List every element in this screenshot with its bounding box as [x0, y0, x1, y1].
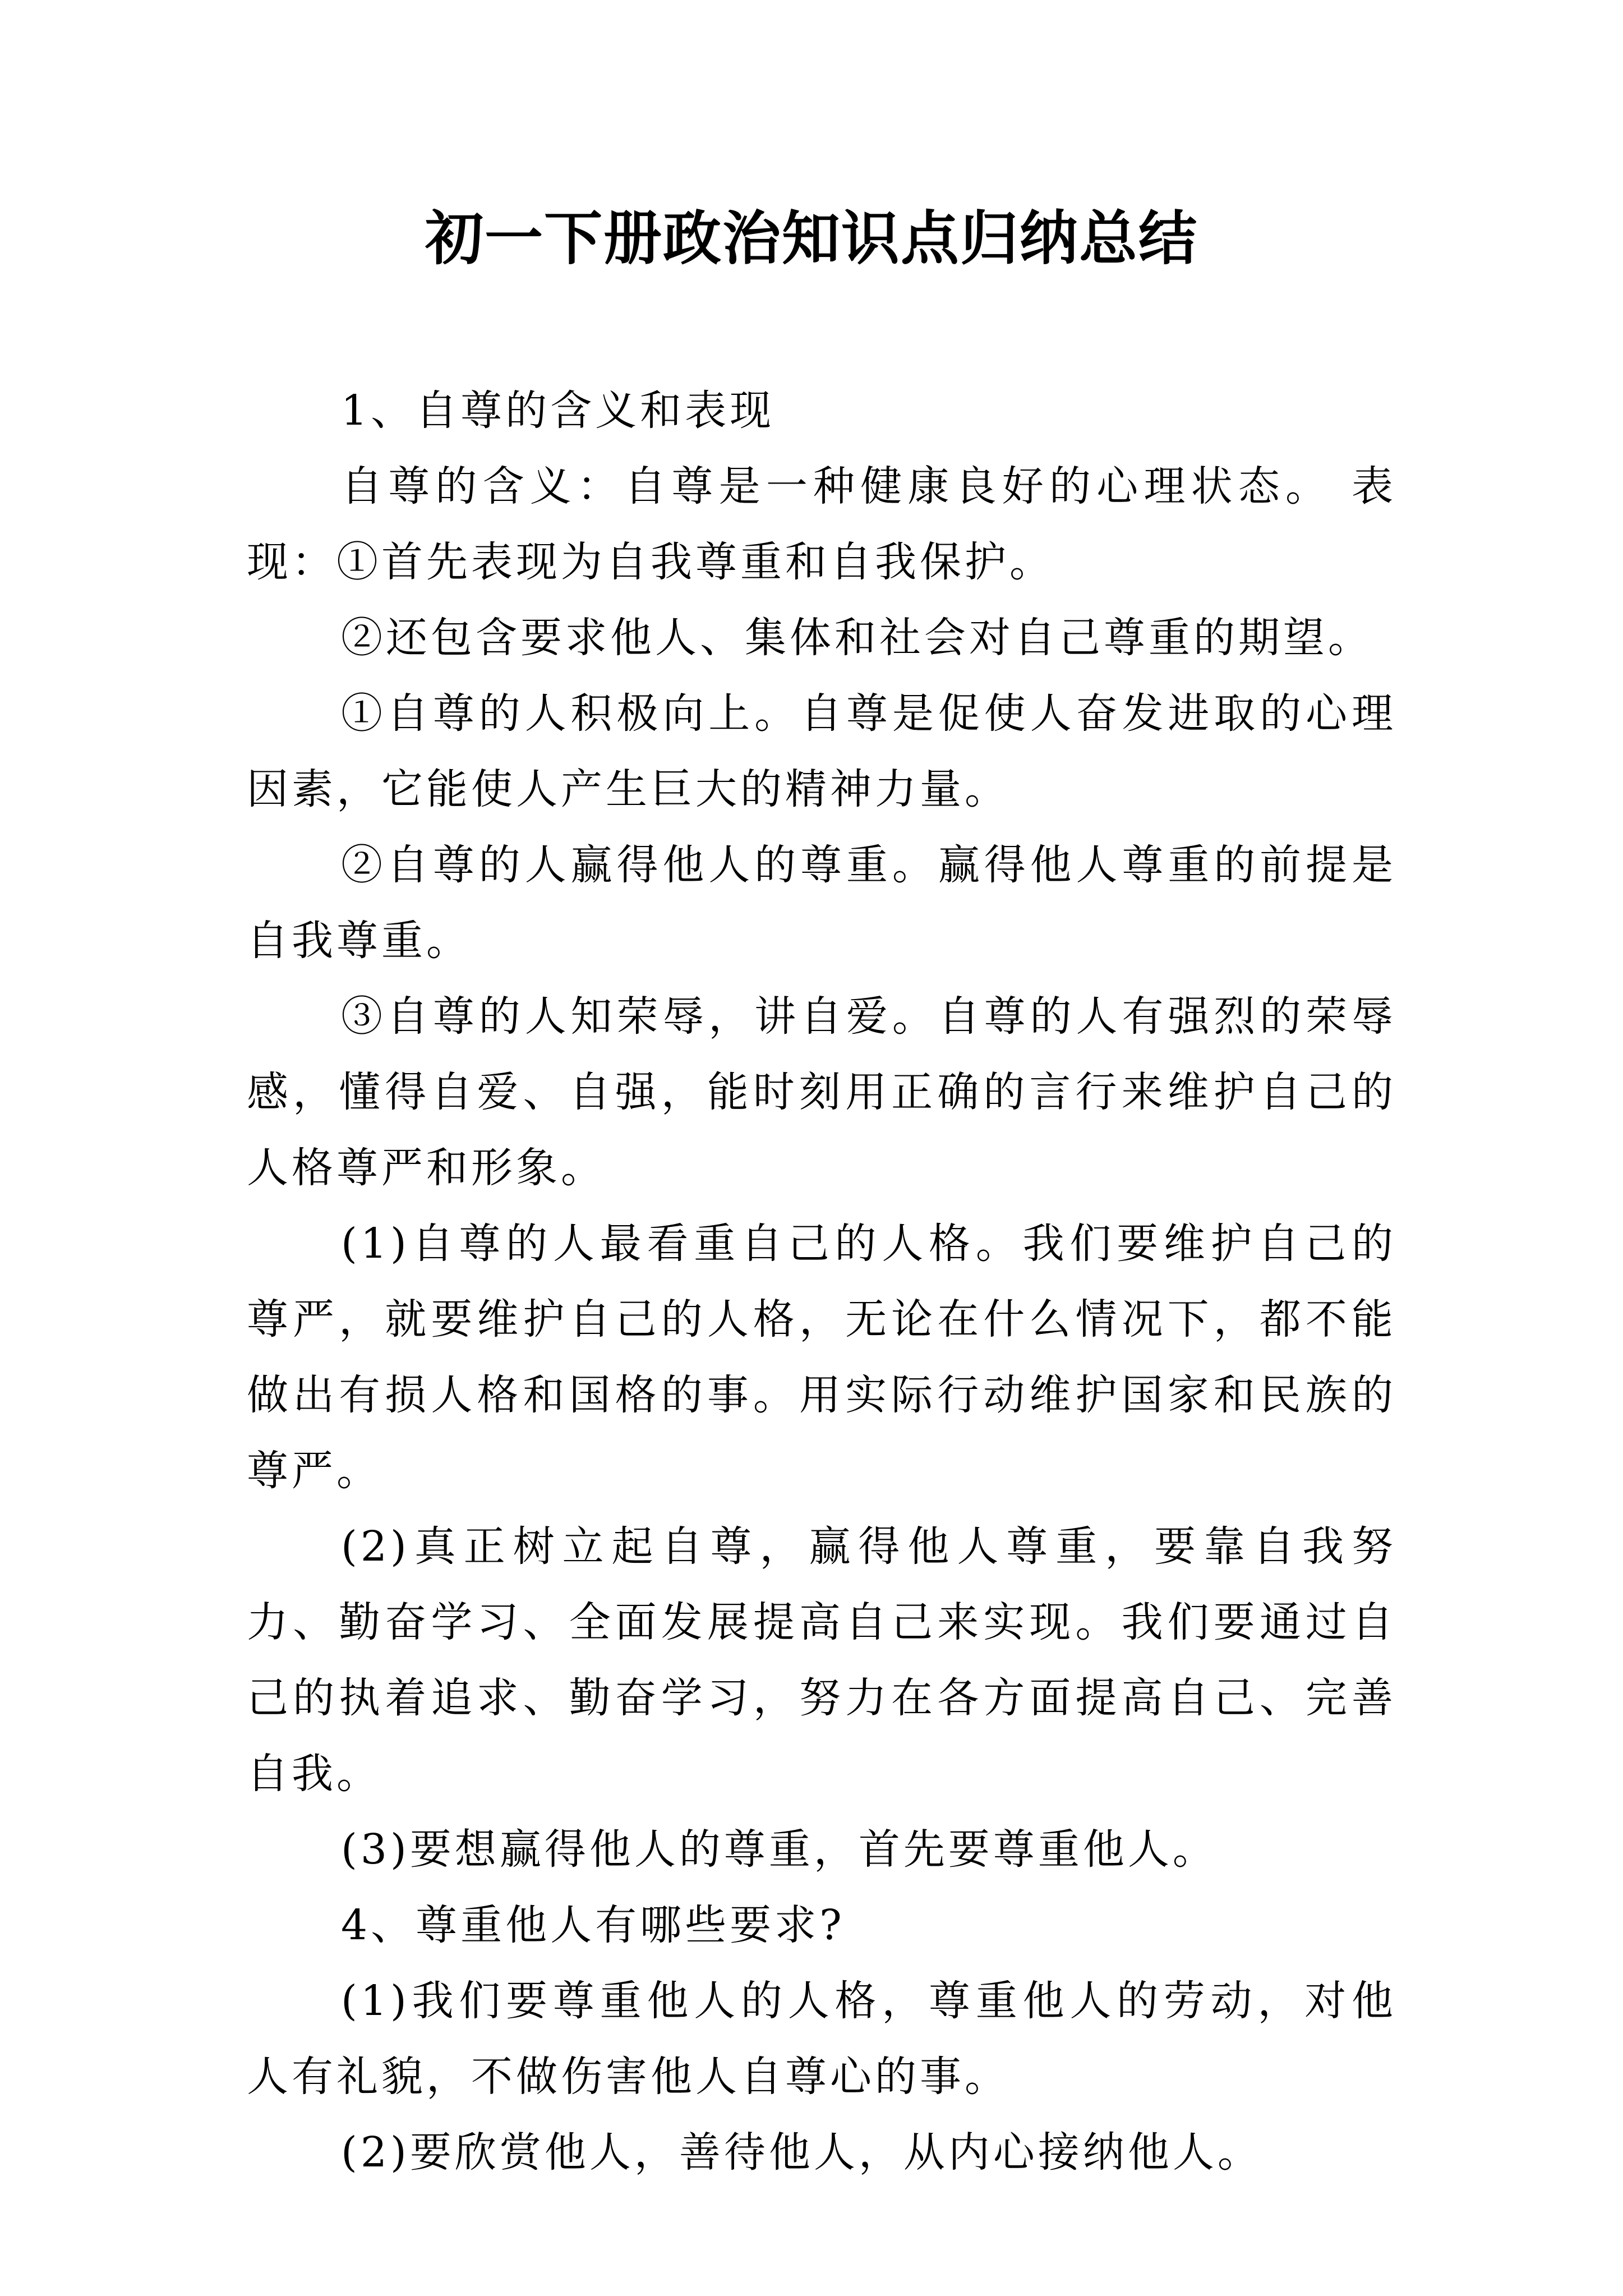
paragraph: (1)我们要尊重他人的人格，尊重他人的劳动，对他人有礼貌，不做伤害他人自尊心的事。: [247, 1977, 1396, 2101]
document-title: 初一下册政治知识点归纳总结: [425, 204, 1198, 273]
paragraph: ②还包含要求他人、集体和社会对自己尊重的期望。: [341, 614, 1373, 662]
paragraph: 1、自尊的含义和表现: [341, 386, 775, 435]
paragraph: 自尊的含义：自尊是一种健康良好的心理状态。 表现：①首先表现为自我尊重和自我保护。: [247, 462, 1396, 586]
paragraph: ②自尊的人赢得他人的尊重。赢得他人尊重的前提是自我尊重。: [247, 841, 1396, 965]
document-body: [247, 373, 1396, 2191]
paragraph: 4、尊重他人有哪些要求?: [341, 1901, 845, 1949]
paragraph: (2)要欣赏他人，善待他人，从内心接纳他人。: [341, 2128, 1262, 2177]
paragraph: ③自尊的人知荣辱，讲自爱。自尊的人有强烈的荣辱感，懂得自爱、自强，能时刻用正确的言行来维护自己的人格尊严和形象。: [247, 992, 1396, 1192]
paragraph: (3)要想赢得他人的尊重，首先要尊重他人。: [341, 1825, 1218, 1874]
paragraph: (2)真正树立起自尊，赢得他人尊重，要靠自我努力、勤奋学习、全面发展提高自己来实现。我们要通过自己的执着追求、勤奋学习，努力在各方面提高自己、完善自我。: [247, 1522, 1396, 1798]
paragraph: ①自尊的人积极向上。自尊是促使人奋发进取的心理因素，它能使人产生巨大的精神力量。: [247, 689, 1396, 813]
paragraph: (1)自尊的人最看重自己的人格。我们要维护自己的尊严，就要维护自己的人格，无论在什么情况下，都不能做出有损人格和国格的事。用实际行动维护国家和民族的尊严。: [247, 1220, 1396, 1495]
